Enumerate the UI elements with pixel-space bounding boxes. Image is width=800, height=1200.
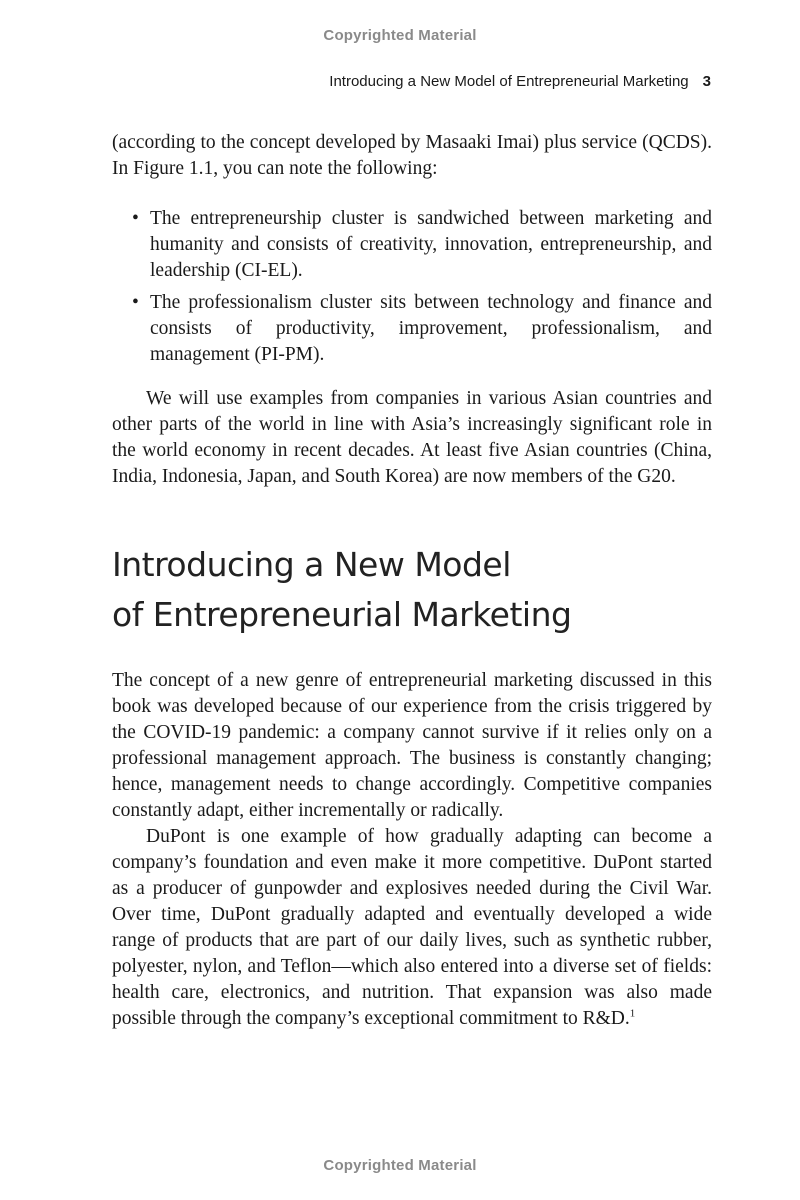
footnote-reference[interactable]: 1	[629, 1007, 636, 1020]
body-paragraph-with-footnote	[112, 824, 712, 1032]
section-heading	[112, 540, 712, 640]
body-paragraph-text: DuPont is one example of how gradually adapting can become a company’s foundation and even make it more competitive. DuPont started as a producer of gunpowder and explosives needed during the Civil War. Over time, DuPont gradually adapted and eventually developed a wide range of products that are part of our daily lives, such as synthetic rubber, polyester, nylon, and Teflon—which also entered into a diverse set of fields: health care, electronics, and nutrition. That expansion was also made possible through the company’s exceptional commitment to R&D.	[112, 826, 712, 1029]
page-body	[112, 130, 712, 1032]
bullet-text: The professionalism cluster sits between technology and finance and consists of productivity, improvement, professionalism, and management (PI-PM).	[150, 292, 712, 365]
bullet-item	[112, 206, 712, 284]
bullet-list	[112, 206, 712, 368]
section-heading-line-1: Introducing a New Model	[112, 545, 511, 584]
running-head	[329, 73, 711, 90]
copyright-watermark-top: Copyrighted Material	[323, 27, 477, 44]
bullet-icon: •	[132, 208, 139, 229]
running-head-title: Introducing a New Model of Entrepreneurial Marketing	[329, 73, 689, 90]
intro-paragraph: (according to the concept developed by Masaaki Imai) plus service (QCDS). In Figure 1.1, you can note the following:	[112, 132, 712, 179]
section-heading-line-2: of Entrepreneurial Marketing	[112, 595, 572, 634]
bullet-icon: •	[132, 292, 139, 313]
body-paragraph: We will use examples from companies in various Asian countries and other parts of the world in line with Asia’s increasingly significant role in the world economy in recent decades. At least five Asian countries (China, India, Indonesia, Japan, and South Korea) are now members of the G20.	[112, 388, 712, 487]
body-paragraph: The concept of a new genre of entrepreneurial marketing discussed in this book was developed because of our experience from the crisis triggered by the COVID-19 pandemic: a company cannot survive if it relies only on a professional management approach. The business is constantly changing; hence, management needs to change accordingly. Competitive companies constantly adapt, either incrementally or radically.	[112, 670, 712, 821]
copyright-watermark-bottom: Copyrighted Material	[323, 1157, 477, 1174]
bullet-item	[112, 290, 712, 368]
bullet-text: The entrepreneurship cluster is sandwiched between marketing and humanity and consists of creativity, innovation, entrepreneurship, and leadership (CI-EL).	[150, 208, 712, 281]
page-number: 3	[702, 73, 711, 90]
